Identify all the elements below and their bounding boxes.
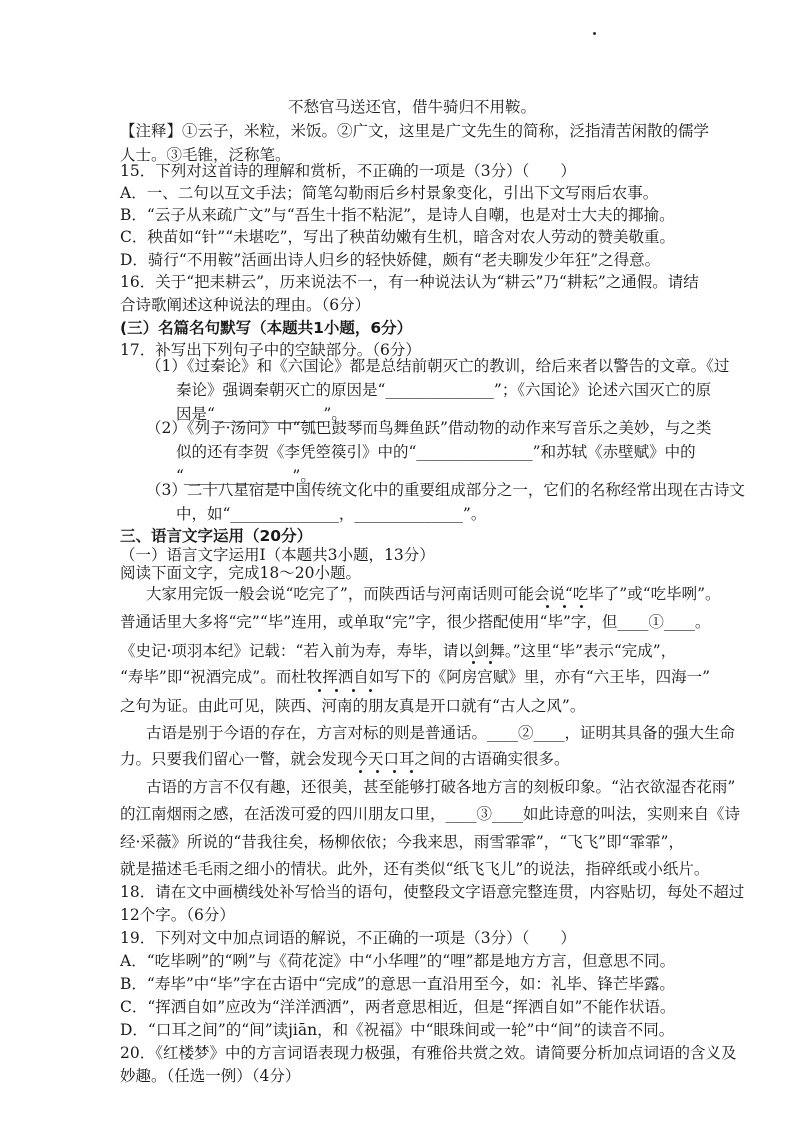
q20-line-2: 妙趣。（任选一例）（4分） <box>120 1067 301 1085</box>
passage-p1-line-5: 之句为证。由此可见，陕西、河南的朋友真是开口就有“古人之风”。 <box>120 697 586 715</box>
q17-3-line-2: 中，如“______________，______________”。 <box>176 505 487 523</box>
q17-3-line-1: （3）二十八星宿是中国传统文化中的重要组成部分之一，它们的名称经常出现在古诗文 <box>146 481 745 499</box>
q19-stem: 19．下列对文中加点词语的解说，不正确的一项是（3分）（ ） <box>120 929 576 947</box>
q15-option-a: A．一、二句以互文手法；简笔勾勒雨后乡村景象变化，引出下文写雨后农事。 <box>120 184 659 202</box>
passage-p3-line-4: 就是描述毛毛雨之细小的情状。此外，还有类似“纸飞飞儿”的说法，指碎纸或小纸片。 <box>120 860 710 878</box>
q15-stem: 15．下列对这首诗的理解和赏析，不正确的一项是（3分）（ ） <box>120 162 576 180</box>
q19-option-d: D．“口耳之间”的“间”读jiān，和《祝福》中“眼珠间或一轮”中“间”的读音不同。 <box>120 1021 675 1039</box>
passage-p1-line-1: 大家用完饭一般会说“吃完了”，而陕西话与河南话则可能会说“吃毕了”或“吃毕咧”。 <box>146 585 721 603</box>
q15-option-c: C．秧苗如“针”“未堪吃”，写出了秧苗幼嫩有生机，暗含对农人劳动的赞美敬重。 <box>120 228 676 246</box>
section-3-1-heading: （一）语言文字运用Ⅰ（本题共3小题，13分） <box>120 546 435 564</box>
q15-option-d: D．骑行“不用鞍”活画出诗人归乡的轻快娇健，颇有“老夫聊发少年狂”之得意。 <box>120 251 661 269</box>
emphasis-dot <box>376 770 379 773</box>
q18-line-1: 18．请在文中画横线处补写恰当的语句，使整段文字语意完整连贯，内容贴切，每处不超过 <box>120 883 745 901</box>
passage-p1-line-3: 《史记·项羽本纪》记载：“若入前为寿，寿毕，请以剑舞。”这里“毕”表示“完成”， <box>120 642 677 660</box>
q17-2-line-2: 似的还有李贺《李凭箜篌引》中的“_______________”和苏轼《赤壁赋》中的 <box>176 443 696 461</box>
q20-line-1: 20．《红楼梦》中的方言词语表现力极强，有雅俗共赏之效。请简要分析加点词语的含义及 <box>120 1044 737 1062</box>
section-famous-lines-heading: (三）名篇名句默写（本题共1小题，6分） <box>120 319 413 337</box>
q18-line-2: 12个字。（6分） <box>120 906 235 924</box>
emphasis-dot <box>335 689 338 692</box>
q17-1-line-1: （1）《过秦论》和《六国论》都是总结前朝灭亡的教训，给后来者以警告的文章。《过 <box>146 357 730 375</box>
emphasis-dot <box>563 605 566 608</box>
emphasis-dot <box>472 661 475 664</box>
q16-line-2: 合诗歌阐述这种说法的理由。（6分） <box>120 296 371 314</box>
section-3-heading: 三、语言文字运用（20分） <box>120 527 313 545</box>
corner-mark <box>593 32 596 35</box>
emphasis-dot <box>546 605 549 608</box>
q17-2-line-1: （2）《列子·汤问》中“瓠巴鼓琴而鸟舞鱼跃”借动物的动作来写音乐之美妙，与之类 <box>146 419 712 437</box>
passage-p2-line-1: 古语是别于今语的存在，方言对标的则是普通话。____②____，证明其具备的强大生命 <box>146 724 736 742</box>
emphasis-dot <box>410 770 413 773</box>
passage-p3-line-1: 古语的方言不仅有趣，还很美，甚至能够打破各地方言的刻板印象。“沾衣欲湿杏花雨” <box>146 778 736 796</box>
poem-last-line: 不愁官马送还官，借牛骑归不用鞍。 <box>288 98 537 116</box>
emphasis-dot <box>318 689 321 692</box>
q17-stem: 17．补写出下列句子中的空缺部分。（6分） <box>120 341 421 359</box>
q19-option-c: C．“挥洒自如”应改为“洋洋洒洒”，两者意思相近，但是“挥洒自如”不能作状语。 <box>120 998 676 1016</box>
q19-option-a: A．“吃毕咧”的“咧”与《荷花淀》中“小华哩”的“哩”都是地方方言，但意思不同。 <box>120 952 676 970</box>
q15-option-b: B．“云子从来疏广文”与“吾生十指不粘泥”，是诗人自嘲，也是对士大夫的揶揄。 <box>120 206 675 224</box>
passage-p1-line-4: “寿毕”即“祝酒完成”。而杜牧挥洒自如写下的《阿房宫赋》里，亦有“六王毕，四海一” <box>120 668 711 686</box>
emphasis-dot <box>359 770 362 773</box>
q17-1-line-3: 因是“______________”。 <box>176 405 347 423</box>
q16-line-1: 16．关于“把耒耕云”，历来说法不一，有一种说法认为“耕云”乃“耕耘”之通假。请结 <box>120 273 699 291</box>
passage-p3-line-2: 的江南烟雨之感，在活泼可爱的四川朋友口里，____③____如此诗意的叫法，实则来自《诗 <box>120 805 741 823</box>
q19-option-b: B．“寿毕”中“毕”字在古语中“完成”的意思一直沿用至今，如：礼毕、锋芒毕露。 <box>120 975 675 993</box>
emphasis-dot <box>489 661 492 664</box>
emphasis-dot <box>580 605 583 608</box>
passage-p3-line-3: 经·采薇》所说的“昔我往矣，杨柳依依；今我来思，雨雪霏霏”，“飞飞”即“霏霏”， <box>120 833 684 851</box>
q17-2-line-3: “______________”。 <box>176 467 316 485</box>
emphasis-dot <box>369 689 372 692</box>
q17-1-line-2: 秦论》强调秦朝灭亡的原因是“______________”；《六国论》论述六国灭亡的原 <box>176 381 712 399</box>
note-line-1: 【注释】①云子，米粒，米饭。②广文，这里是广文先生的简称，泛指清苦闲散的儒学 <box>120 122 710 140</box>
note-line-2: 人士。③毛锥，泛称笔。 <box>120 146 291 164</box>
emphasis-dot <box>393 770 396 773</box>
passage-p1-line-2: 普通话里大多将“完”“毕”连用，或单取“完”字，很少搭配使用“毕”字，但____①____。 <box>120 613 711 631</box>
reading-instruction: 阅读下面文字，完成18～20小题。 <box>120 564 361 582</box>
emphasis-dot <box>352 689 355 692</box>
passage-p2-line-2: 力。只要我们留心一瞥，就会发现今天口耳之间的古语确实很多。 <box>120 750 570 768</box>
